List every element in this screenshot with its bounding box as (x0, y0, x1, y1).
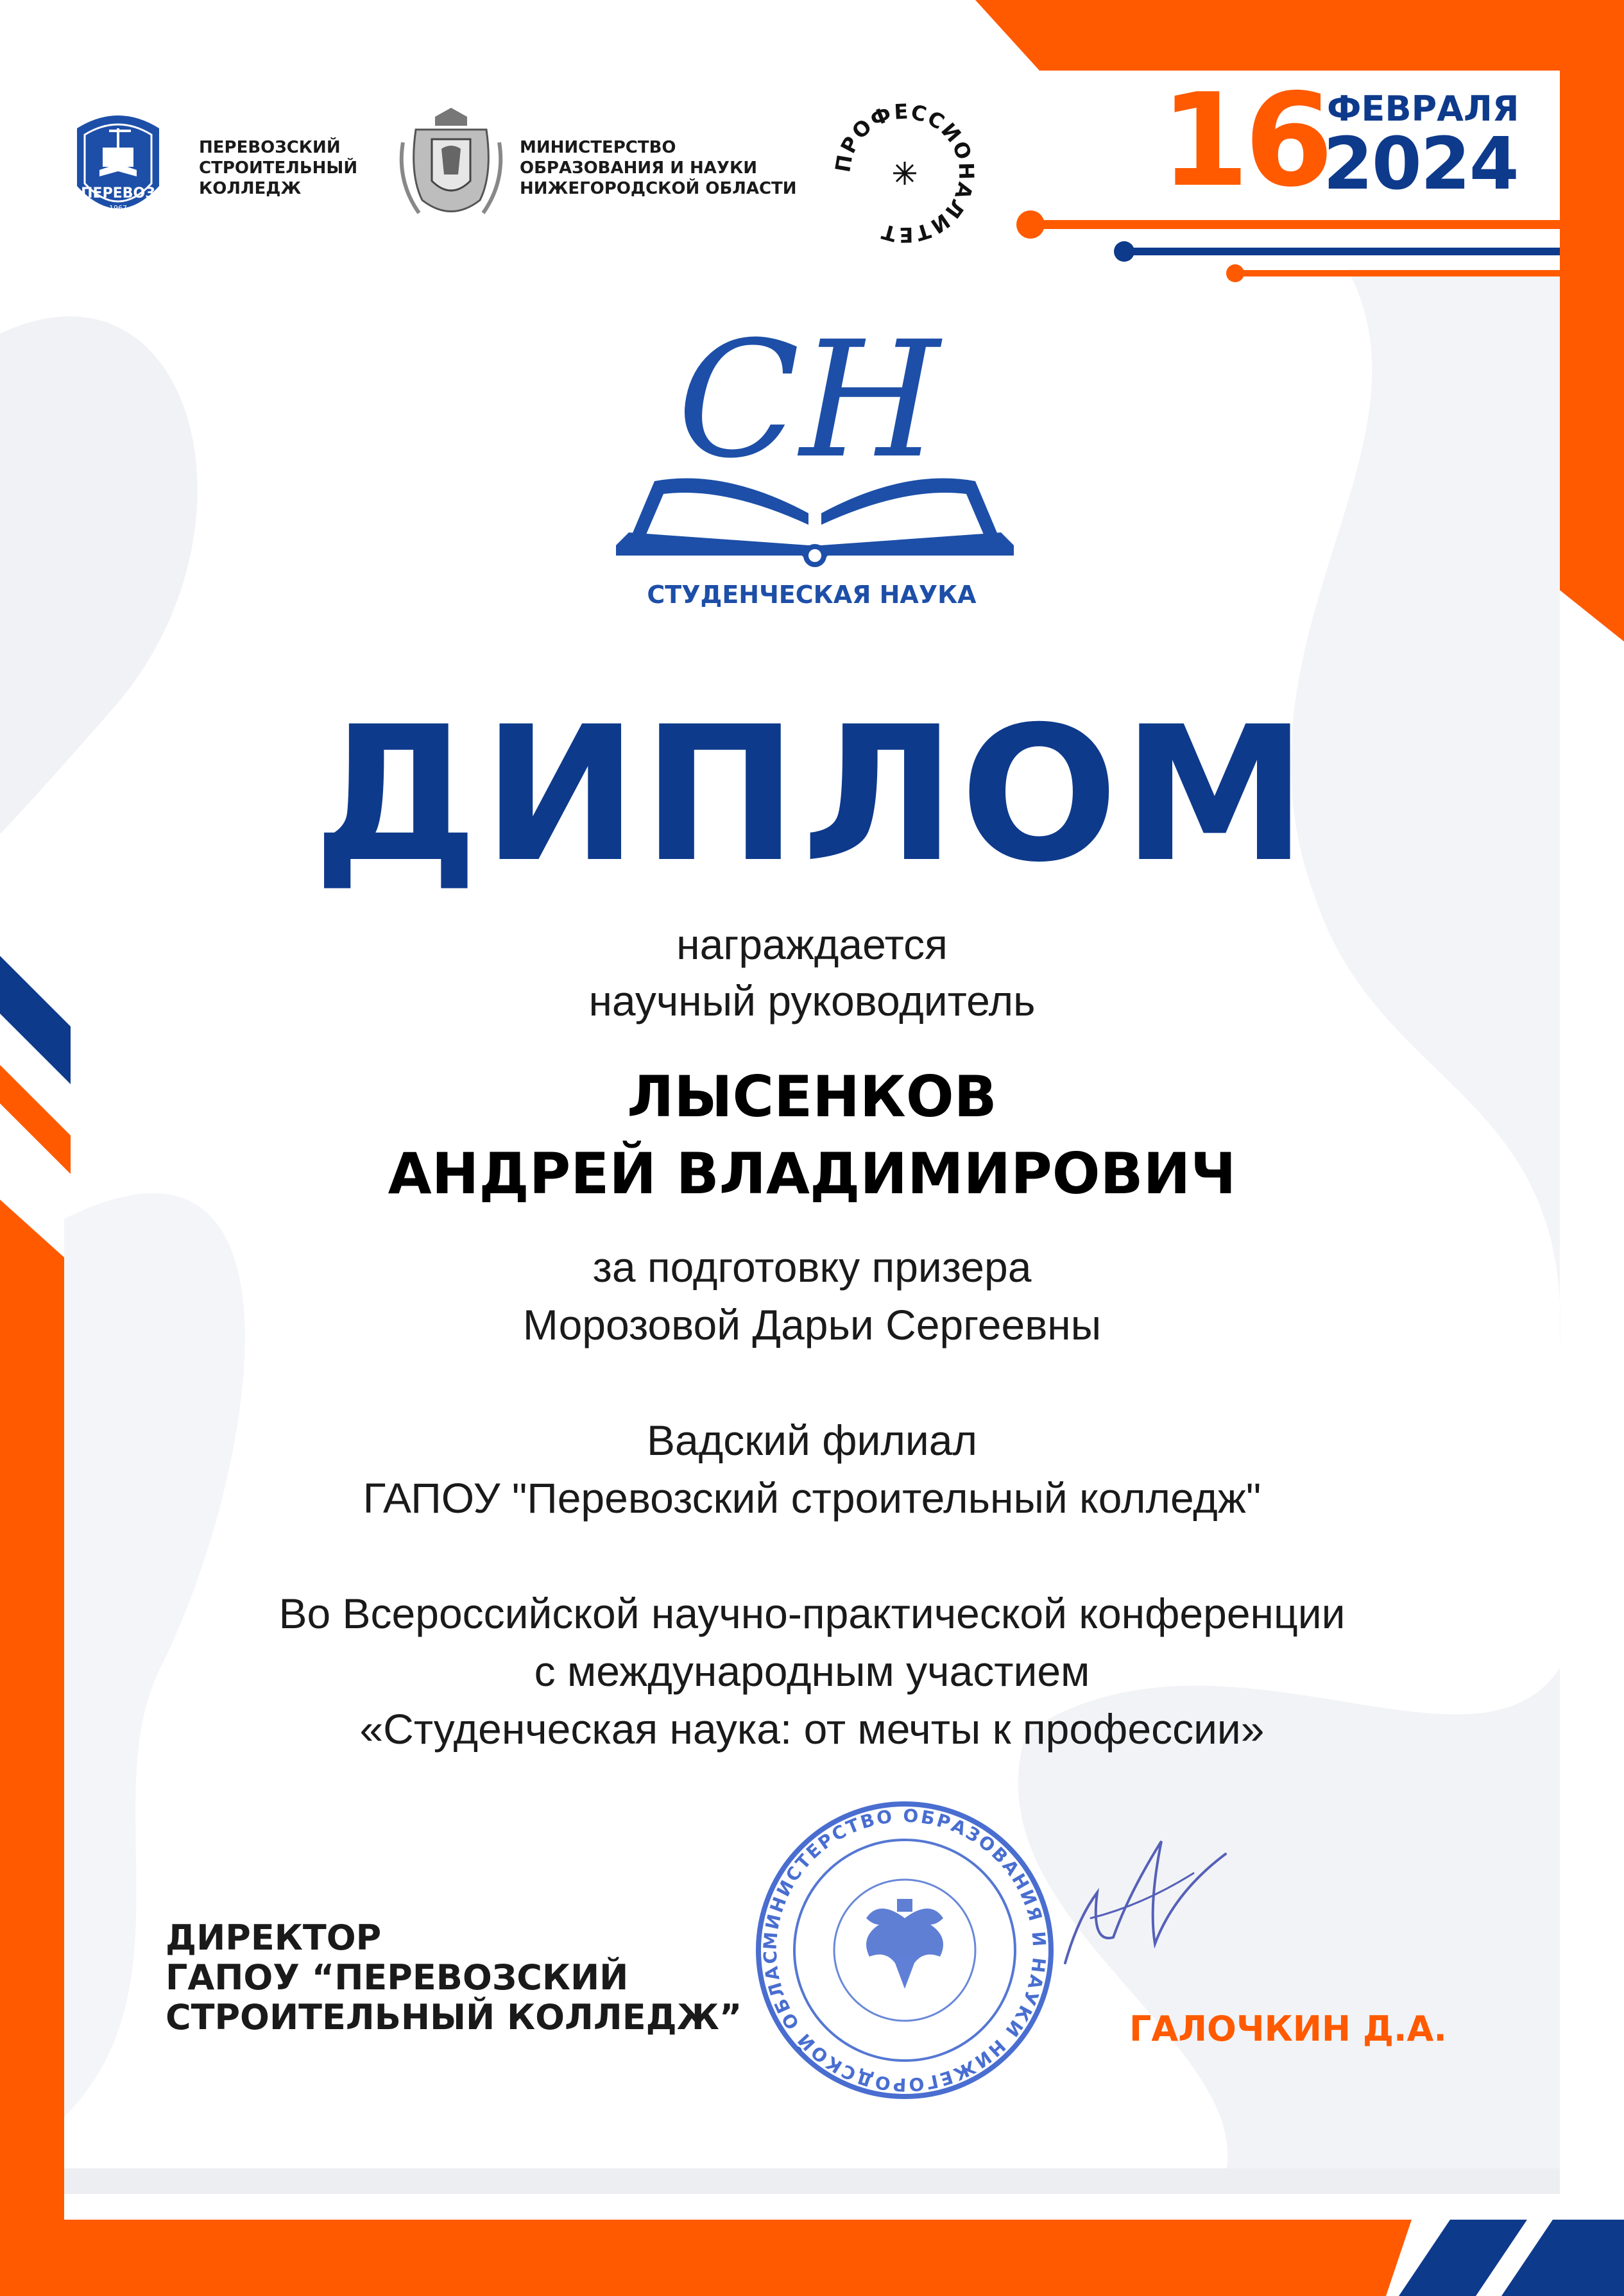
event-line-1: Во Всероссийской научно-практической конференции (278, 1590, 1346, 1637)
position-line-3: СТРОИТЕЛЬНЫЙ КОЛЛЕДЖ” (166, 1997, 742, 2037)
date-month: ФЕВРАЛЯ (1327, 89, 1519, 129)
diploma-title: ДИПЛОМ (312, 687, 1312, 903)
svg-text:ПЕРЕВОЗ: ПЕРЕВОЗ (81, 185, 155, 201)
double-headed-eagle-icon (866, 1899, 943, 1989)
official-stamp (751, 1796, 1059, 2104)
emblem-caption: СТУДЕНЧЕСКАЯ НАУКА (647, 581, 977, 609)
svg-text:ПРОФЕССИОНАЛИТЕТ: РОФЕССИО АЛИТЕТ (835, 103, 975, 244)
svg-text:1967: 1967 (109, 204, 127, 212)
ministry-name (520, 137, 797, 199)
recipient-surname: ЛЫСЕНКОВ (627, 1064, 997, 1130)
recipient-given-names: АНДРЕЙ ВЛАДИМИРОВИЧ (388, 1141, 1236, 1207)
star-icon (893, 162, 916, 185)
coat-of-arms-icon (397, 104, 506, 226)
date-underlines (1016, 210, 1560, 282)
ministry-name-line1: МИНИСТЕРСТВО (520, 138, 676, 157)
institution-text: ГАПОУ "Перевозский строительный колледж" (363, 1474, 1261, 1522)
signer-name: ГАЛОЧКИН Д.А. (1129, 2009, 1447, 2049)
svg-text:СН: СН (677, 321, 940, 493)
college-name-line2: СТРОИТЕЛЬНЫЙ (199, 158, 358, 178)
student-science-emblem (616, 321, 1014, 577)
bottom-orange-band (0, 2220, 1412, 2296)
college-name-line1: ПЕРЕВОЗСКИЙ (199, 138, 341, 157)
college-name-line3: КОЛЛЕДЖ (199, 179, 302, 198)
college-logo (64, 109, 172, 225)
svg-text:МИНИСТЕРСТВО ОБРАЗОВАНИЯ И НАУ: МИНИСТЕРСТВО ОБРАЗОВАНИЯ И НАУКИ НИЖЕГОРОДСКОЙ ОБЛАС (759, 1805, 1050, 2096)
signatory-position (166, 1918, 742, 2037)
awarded-text: награждается (676, 921, 948, 968)
professionalitet-logo (834, 103, 975, 244)
student-name: Морозовой Дарьи Сергеевны (522, 1301, 1102, 1348)
ministry-name-line3: НИЖЕГОРОДСКОЙ ОБЛАСТИ (520, 179, 797, 198)
date-day: 16 (1160, 66, 1329, 216)
position-line-2: ГАПОУ “ПЕРЕВОЗСКИЙ (166, 1957, 629, 1998)
ministry-name-line2: ОБРАЗОВАНИЯ И НАУКИ (520, 158, 757, 178)
date-year: 2024 (1323, 123, 1518, 206)
event-line-2: с международным участием (534, 1647, 1090, 1695)
handwritten-signature (1052, 1816, 1232, 1995)
college-name (199, 137, 357, 199)
event-line-3: «Студенческая наука: от мечты к профессии» (359, 1705, 1265, 1753)
role-text: научный руководитель (588, 977, 1036, 1025)
position-line-1: ДИРЕКТОР (166, 1918, 382, 1958)
reason-text: за подготовку призера (592, 1243, 1032, 1291)
branch-text: Вадский филиал (647, 1416, 977, 1464)
